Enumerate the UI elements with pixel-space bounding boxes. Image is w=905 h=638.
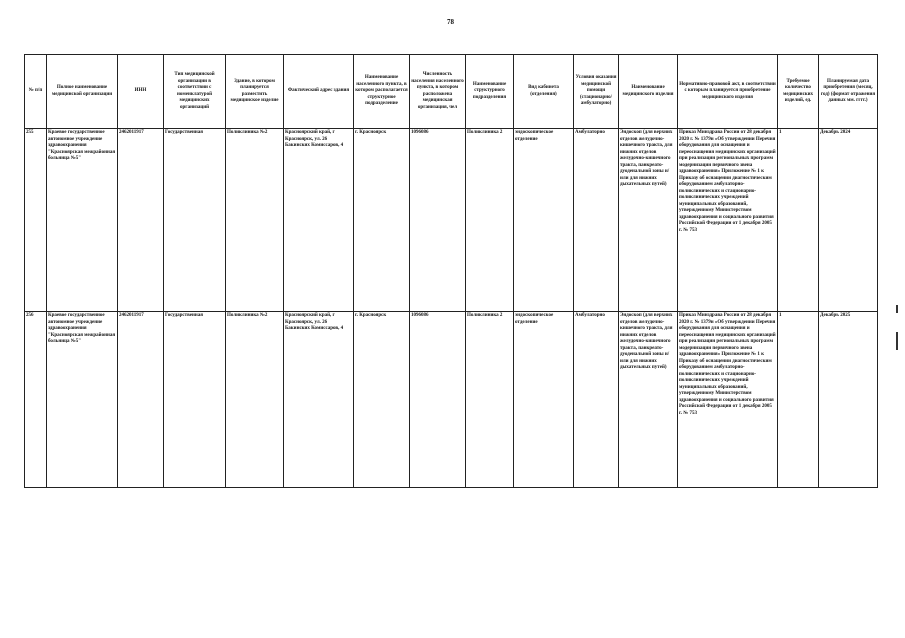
cell-address: Красноярский край, г Красноярск, ул. 26 Бакинских Комиссаров, 4	[284, 312, 354, 488]
header-population: Численность населения населенного пункта, в котором расположена медицинская организация, чел	[410, 55, 466, 129]
table-row	[25, 312, 878, 488]
header-legal-act: Нормативно-правовой акт, в соответствии с которым планируется приобретение медицинского изделия	[678, 55, 778, 129]
header-device: Наименование медицинского изделия	[619, 55, 678, 129]
header-conditions: Условия оказания медицинской помощи (стационарно/амбулаторно)	[574, 55, 619, 129]
header-address: Фактический адрес здания	[284, 55, 354, 129]
cell-inn: 2462011917	[118, 312, 164, 488]
cell-conditions: Амбулаторно	[574, 312, 619, 488]
cell-locality: г. Красноярск	[354, 129, 410, 312]
cell-inn: 2462011917	[118, 129, 164, 312]
table-row	[25, 129, 878, 312]
table-header-row	[25, 55, 878, 129]
header-cabinet: Вид кабинета (отделения)	[514, 55, 574, 129]
page-number: 78	[447, 18, 454, 26]
cell-legal-act: Приказ Минздрава России от 28 декабря 2020 г. № 1379н «Об утверждении Перечня оборудования для оснащения и переоснащения медицинских организаций при реализации региональных программ модернизации первичного звена здравоохранения» Приложение № 1 к Приказу об оснащении диагностическим оборудованием амбулаторно-поликлинических и стационарно-поликлинических учреждений муниципальных образований, утвержденному Министерством здравоохранения и социального развития Российской Федерации от 1 декабря 2005 г. № 753	[678, 312, 778, 488]
cell-org-name: Краевое государственное автономное учреждение здравоохранения "Красноярская межрайонная больница №5"	[47, 129, 118, 312]
cell-legal-act: Приказ Минздрава России от 28 декабря 2020 г. № 1379н «Об утверждении Перечня оборудования для оснащения и переоснащения медицинских организаций при реализации региональных программ модернизации первичного звена здравоохранения» Приложение № 1 к Приказу об оснащении диагностическим оборудованием амбулаторно-поликлинических и стационарно-поликлинических учреждений муниципальных образований, утвержденному Министерством здравоохранения и социального развития Российской Федерации от 1 декабря 2005 г. № 753	[678, 129, 778, 312]
cell-device: Эндоскоп (для верхних отделов желудочно-кишечного тракта, для нижних отделов желудочно-кишечного тракта, панкреато-дуоденальной зоны и/или для нижних дыхательных путей)	[619, 312, 678, 488]
cell-conditions: Амбулаторно	[574, 129, 619, 312]
cell-address: Красноярский край, г Красноярск, ул. 26 Бакинских Комиссаров, 4	[284, 129, 354, 312]
cell-cabinet: эндоскопическое отделение	[514, 129, 574, 312]
cell-quantity: 1	[778, 312, 819, 488]
header-locality: Наименование населенного пункта, в котором располагается структурное подразделение	[354, 55, 410, 129]
header-number: № п/п	[25, 55, 47, 129]
cell-org-name: Краевое государственное автономное учреждение здравоохранения "Красноярская межрайонная больница №5"	[47, 312, 118, 488]
header-inn: ИНН	[118, 55, 164, 129]
cell-number: 255	[25, 129, 47, 312]
cell-date: Декабрь 2024	[819, 129, 878, 312]
header-quantity: Требуемое количество медицинских изделий, ед.	[778, 55, 819, 129]
scan-margin-mark	[896, 305, 898, 313]
cell-population: 1096086	[410, 129, 466, 312]
cell-cabinet: эндоскопическое отделение	[514, 312, 574, 488]
cell-division: Поликлиника 2	[466, 312, 514, 488]
cell-org-type: Государственная	[164, 312, 226, 488]
cell-quantity: 1	[778, 129, 819, 312]
cell-building: Поликлиника №2	[226, 312, 284, 488]
cell-building: Поликлиника №2	[226, 129, 284, 312]
cell-date: Декабрь 2025	[819, 312, 878, 488]
cell-locality: г. Красноярск	[354, 312, 410, 488]
cell-device: Эндоскоп (для верхних отделов желудочно-кишечного тракта, для нижних отделов желудочно-кишечного тракта, панкреато-дуоденальной зоны и/или для нижних дыхательных путей)	[619, 129, 678, 312]
header-org-name: Полное наименование медицинской организации	[47, 55, 118, 129]
cell-division: Поликлиника 2	[466, 129, 514, 312]
cell-org-type: Государственная	[164, 129, 226, 312]
cell-number: 256	[25, 312, 47, 488]
scan-margin-mark	[896, 332, 898, 350]
header-date: Планируемая дата приобретения (месяц, год) (формат отражения данных мм. гггг.)	[819, 55, 878, 129]
equipment-table	[24, 54, 878, 488]
header-division: Наименование структурного подразделения	[466, 55, 514, 129]
header-org-type: Тип медицинской организации в соответствии с номенклатурой медицинских организаций	[164, 55, 226, 129]
header-building: Здание, в котором планируется разместить медицинское изделие	[226, 55, 284, 129]
cell-population: 1096086	[410, 312, 466, 488]
